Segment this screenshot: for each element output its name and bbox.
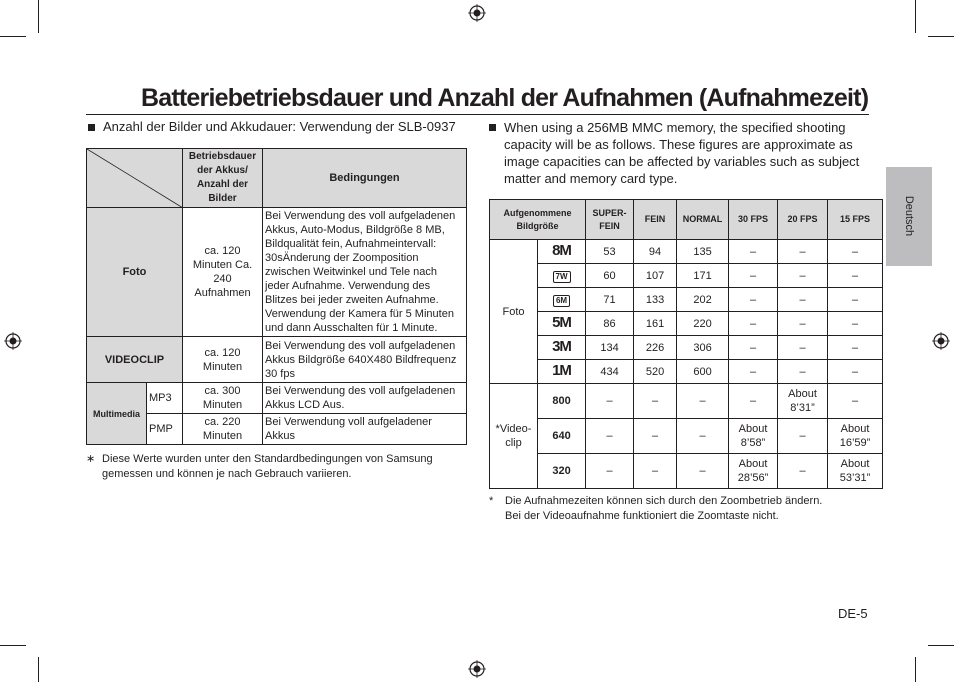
- title-rule: [86, 114, 869, 115]
- capacity-header-1: SUPER-FEIN: [586, 200, 634, 240]
- table-cell: –: [634, 384, 677, 419]
- video-size-icon: 640: [538, 419, 586, 454]
- row-sub-pmp: PMP: [147, 414, 183, 445]
- table-cell: –: [778, 419, 828, 454]
- foto-label: Foto: [490, 240, 538, 384]
- table-cell: About 8’58”: [729, 419, 778, 454]
- table-cell: –: [586, 419, 634, 454]
- size-icon-glyph: 6M: [553, 295, 570, 307]
- table-cell: 226: [634, 336, 677, 360]
- footnote-star: *: [489, 495, 494, 507]
- table-row: [490, 312, 883, 336]
- page-title: Batteriebetriebsdauer und Anzahl der Aufnahmen (Aufnahmezeit): [141, 84, 869, 112]
- table-cell: –: [828, 360, 883, 384]
- table-cell: –: [778, 312, 828, 336]
- table-row: [490, 264, 883, 288]
- 6m-size-icon: [538, 288, 586, 312]
- table-cell: 171: [677, 264, 729, 288]
- table-cell: 60: [586, 264, 634, 288]
- table-cell: –: [677, 384, 729, 419]
- table-cell: –: [729, 336, 778, 360]
- diagonal-line-icon: [87, 149, 183, 208]
- table-row: [490, 384, 883, 419]
- row-label-videoclip: VIDEOCLIP: [87, 337, 183, 383]
- header-conditions-text: Bedingungen: [329, 172, 400, 184]
- crop-mark: [0, 645, 26, 646]
- row-value-videoclip: ca. 120 Minuten: [183, 337, 263, 383]
- table-cell: –: [778, 240, 828, 264]
- table-cell: 94: [634, 240, 677, 264]
- table-cell: 86: [586, 312, 634, 336]
- crop-mark: [0, 36, 26, 37]
- table-cell: –: [828, 336, 883, 360]
- table-cell: –: [828, 240, 883, 264]
- row-value-pmp: ca. 220 Minuten: [183, 414, 263, 445]
- capacity-header-0: Aufgenommene Bildgröße: [490, 200, 586, 240]
- registration-mark-icon: [4, 332, 22, 350]
- table-cell: About 53’31”: [828, 454, 883, 489]
- table-cell: –: [778, 288, 828, 312]
- 1m-size-icon: [538, 360, 586, 384]
- right-bullet-text: When using a 256MB MMC memory, the specified shooting capacity will be as follows. These figures are approximate as image capacities can be affected by variables such as subject matter and memory card type.: [504, 120, 860, 186]
- table-cell: –: [634, 419, 677, 454]
- capacity-header-2: FEIN: [634, 200, 677, 240]
- size-icon-glyph: 7W: [553, 271, 571, 283]
- video-label: *Video-clip: [490, 384, 538, 489]
- 3m-size-icon: [538, 336, 586, 360]
- table-row: [490, 336, 883, 360]
- capacity-header-3: NORMAL: [677, 200, 729, 240]
- table-cell: 134: [586, 336, 634, 360]
- crop-mark: [928, 645, 954, 646]
- table-cell: –: [778, 454, 828, 489]
- page-number: DE-5: [838, 606, 868, 621]
- crop-mark: [915, 657, 916, 682]
- table-cell: –: [634, 454, 677, 489]
- table-cell: 434: [586, 360, 634, 384]
- row-label-foto: Foto: [87, 208, 183, 337]
- row-label-multimedia: Multimedia: [87, 383, 147, 445]
- table-cell: –: [778, 360, 828, 384]
- table-cell: –: [828, 288, 883, 312]
- header-battery-life: [183, 149, 263, 208]
- bullet-square-icon: [489, 124, 496, 131]
- capacity-table: [489, 199, 883, 489]
- table-cell: About 28’56”: [729, 454, 778, 489]
- table-cell: 202: [677, 288, 729, 312]
- table-cell: 220: [677, 312, 729, 336]
- capacity-header-5: 20 FPS: [778, 200, 828, 240]
- table-cell: –: [729, 360, 778, 384]
- row-value-mp3: ca. 300 Minuten: [183, 383, 263, 414]
- size-icon-glyph: 8M: [552, 242, 571, 259]
- 5m-size-icon: [538, 312, 586, 336]
- table-cell: 520: [634, 360, 677, 384]
- row-cond-videoclip: Bei Verwendung des voll aufgeladenen Akkus Bildgröße 640X480 Bildfrequenz 30 fps: [263, 337, 467, 383]
- row-value-foto: ca. 120 Minuten Ca. 240 Aufnahmen: [183, 208, 263, 337]
- crop-mark: [38, 0, 39, 33]
- 8m-size-icon: [538, 240, 586, 264]
- table-cell: –: [729, 384, 778, 419]
- table-cell: 600: [677, 360, 729, 384]
- crop-mark: [928, 36, 954, 37]
- language-tab-label: Deutsch: [903, 195, 915, 237]
- table-cell: 71: [586, 288, 634, 312]
- crop-mark: [915, 0, 916, 33]
- table-row: [490, 240, 883, 264]
- table-cell: –: [828, 384, 883, 419]
- table-row: [490, 360, 883, 384]
- size-icon-glyph: 3M: [552, 338, 571, 355]
- registration-mark-icon: [468, 4, 486, 22]
- size-icon-glyph: 1M: [552, 362, 571, 379]
- footnote-star: ∗: [86, 453, 96, 465]
- table-cell: 306: [677, 336, 729, 360]
- size-icon-glyph: 5M: [552, 314, 571, 331]
- table-cell: –: [828, 312, 883, 336]
- table-row: [490, 288, 883, 312]
- diagonal-header-cell: [87, 149, 183, 208]
- battery-table: [86, 148, 467, 445]
- left-bullet: [86, 119, 476, 135]
- table-cell: 161: [634, 312, 677, 336]
- language-tab: [886, 167, 932, 266]
- left-footnote-text: Diese Werte wurden unter den Standardbedingungen von Samsung gemessen und können je nach Gebrauch variieren.: [102, 453, 433, 480]
- right-footnote-text: [505, 494, 865, 524]
- table-cell: About 8’31”: [778, 384, 828, 419]
- table-cell: 135: [677, 240, 729, 264]
- table-cell: –: [729, 312, 778, 336]
- table-cell: –: [729, 288, 778, 312]
- header-battery-life-text: Betriebsdauer der Akkus/ Anzahl der Bilder: [188, 151, 257, 204]
- video-size-icon: 320: [538, 454, 586, 489]
- table-cell: 107: [634, 264, 677, 288]
- bullet-square-icon: [88, 124, 95, 131]
- table-cell: –: [778, 264, 828, 288]
- capacity-header-4: 30 FPS: [729, 200, 778, 240]
- capacity-header-6: 15 FPS: [828, 200, 883, 240]
- table-cell: –: [778, 336, 828, 360]
- 7m-wide-size-icon: [538, 264, 586, 288]
- table-row: [490, 454, 883, 489]
- right-footnote-line1: Die Aufnahmezeiten können sich durch den Zoombetrieb ändern.: [505, 495, 823, 507]
- table-cell: –: [729, 264, 778, 288]
- row-sub-mp3: MP3: [147, 383, 183, 414]
- table-cell: –: [729, 240, 778, 264]
- table-cell: 133: [634, 288, 677, 312]
- table-cell: –: [677, 419, 729, 454]
- table-cell: About 16’59”: [828, 419, 883, 454]
- row-cond-pmp: Bei Verwendung voll aufgeladener Akkus: [263, 414, 467, 445]
- table-row: [490, 419, 883, 454]
- left-bullet-text: Anzahl der Bilder und Akkudauer: Verwendung der SLB-0937: [103, 119, 456, 134]
- crop-mark: [38, 657, 39, 682]
- row-cond-foto: Bei Verwendung des voll aufgeladenen Akkus, Auto-Modus, Bildgröße 8 MB, Bildqualität fein, Aufnahmeintervall: 30sÄnderung der Zoomposition zwischen Weitwinkel und Tele nach jeder Aufnahme. Verwendung des Blitzes bei jeder zweiten Aufnahme. Verwendung der Kamera für 5 Minuten und dann Ausschalten für 1 Minute.: [263, 208, 467, 337]
- registration-mark-icon: [468, 660, 486, 678]
- table-cell: –: [677, 454, 729, 489]
- header-conditions: [263, 149, 467, 208]
- table-cell: 53: [586, 240, 634, 264]
- video-size-icon: 800: [538, 384, 586, 419]
- row-cond-mp3: Bei Verwendung des voll aufgeladenen Akkus LCD Aus.: [263, 383, 467, 414]
- table-cell: –: [586, 454, 634, 489]
- table-cell: –: [586, 384, 634, 419]
- right-footnote-line2: Bei der Videoaufnahme funktioniert die Zoomtaste nicht.: [505, 510, 779, 522]
- registration-mark-icon: [932, 332, 950, 350]
- table-cell: –: [828, 264, 883, 288]
